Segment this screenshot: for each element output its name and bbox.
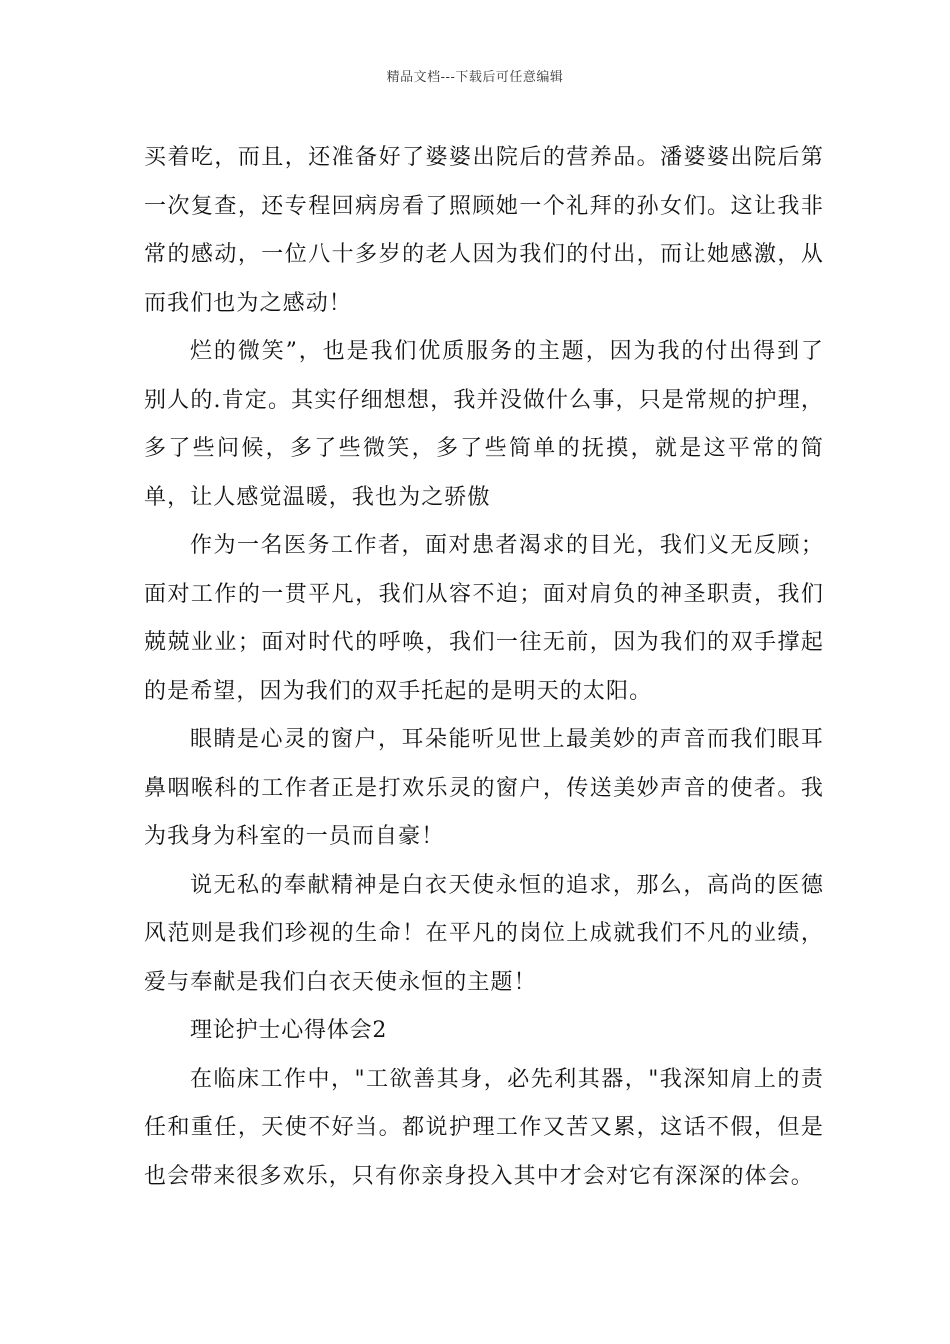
paragraph-4: 眼睛是心灵的窗户，耳朵能听见世上最美妙的声音而我们眼耳鼻咽喉科的工作者正是打欢乐灵的窗户，传送美妙声音的使者。我为我身为科室的一员而自豪！ xyxy=(144,727,824,849)
paragraph-6: 在临床工作中，"工欲善其身，必先利其器，"我深知肩上的责任和重任，天使不好当。都说护理工作又苦又累，这话不假，但是也会带来很多欢乐，只有你亲身投入其中才会对它有深深的体会。 xyxy=(144,1066,824,1189)
section-heading: 理论护士心得体会2 xyxy=(190,1018,388,1043)
document-body xyxy=(144,134,824,1201)
page-header: 精品文档---下载后可任意编辑 xyxy=(386,70,564,85)
paragraph-2: 烂的微笑”，也是我们优质服务的主题，因为我的付出得到了别人的.肯定。其实仔细想想，我并没做什么事，只是常规的护理，多了些问候，多了些微笑，多了些简单的抚摸，就是这平常的简单，让人感觉温暖，我也为之骄傲 xyxy=(144,339,824,510)
paragraph-1: 买着吃，而且，还准备好了婆婆出院后的营养品。潘婆婆出院后第一次复查，还专程回病房看了照顾她一个礼拜的孙女们。这让我非常的感动，一位八十多岁的老人因为我们的付出，而让她感激，从而我们也为之感动！ xyxy=(144,145,824,316)
paragraph-3: 作为一名医务工作者，面对患者渴求的目光，我们义无反顾；面对工作的一贯平凡，我们从容不迫；面对肩负的神圣职责，我们兢兢业业；面对时代的呼唤，我们一往无前，因为我们的双手撑起的是希望，因为我们的双手托起的是明天的太阳。 xyxy=(144,533,824,704)
paragraph-5: 说无私的奉献精神是白衣天使永恒的追求，那么，高尚的医德风范则是我们珍视的生命！在平凡的岗位上成就我们不凡的业绩，爱与奉献是我们白衣天使永恒的主题！ xyxy=(144,872,824,995)
